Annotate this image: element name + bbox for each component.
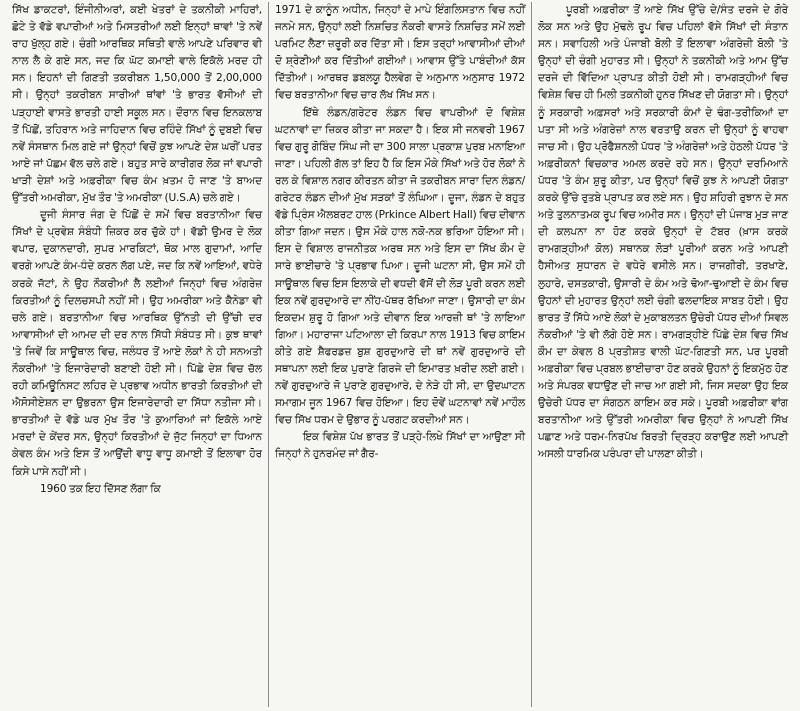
paragraph: ਇਕ ਵਿਸ਼ੇਸ਼ ਪੱਖ ਭਾਰਤ ਤੋਂ ਪੜ੍ਹੇ-ਲਿਖੇ ਸਿੱਖਾਂ ਦਾ ਆਉਣਾ ਸੀ ਜਿਨ੍ਹਾਂ ਨੇ ਹੁਨਰਮੰਦ ਜਾਂ ਗੈਰ- [275,431,525,461]
paragraph: 1960 ਤਕ ਇਹ ਦਿੱਸਣ ਲੱਗਾ ਕਿ [40,482,161,495]
text-column-1 [6,2,268,707]
paragraph: 1971 ਦੇ ਕਾਨੂੰਨ ਅਧੀਨ, ਜਿਨ੍ਹਾਂ ਦੇ ਮਾਪੇ ਇੰਗਲਿਸਤਾਨ ਵਿਚ ਨਹੀਂ ਜਨਮੇ ਸਨ, ਉਨ੍ਹਾਂ ਲਈ ਨਿਸ਼ਚਿਤ ਨੌਕਰੀ ਵਾਸਤੇ ਨਿਸ਼ਚਿਤ ਸਮੇਂ ਲਈ ਪਰਮਿਟ ਲੈਣਾ ਜ਼ਰੂਰੀ ਕਰ ਦਿੱਤਾ ਸੀ। ਇਸ ਤਰ੍ਹਾਂ ਆਵਾਸੀਆਂ ਦੀਆਂ ਦੋ ਸ਼੍ਰੇਣੀਆਂ ਕਰ ਦਿੱਤੀਆਂ ਗਈਆਂ। ਆਵਾਸ ਉੱਤੇ ਪਾਬੰਦੀਆਂ ਕੱਸ ਦਿੱਤੀਆਂ। ਆਰਥਰ ਡਬਲਯੂ ਹੈਲਵੇਗ ਦੇ ਅਨੁਮਾਨ ਅਨੁਸਾਰ 1972 ਵਿਚ ਬਰਤਾਨੀਆ ਵਿਚ ਚਾਰ ਲੱਖ ਸਿੱਖ ਸਨ। [275,4,525,102]
text-column-3 [531,2,794,707]
paragraph: ਇੱਥੇ ਲੰਡਨ/ਗਰੇਟਰ ਲੰਡਨ ਵਿਚ ਵਾਪਰੀਆਂ ਦੋ ਵਿਸ਼ੇਸ਼ ਘਟਨਾਵਾਂ ਦਾ ਜ਼ਿਕਰ ਕੀਤਾ ਜਾ ਸਕਦਾ ਹੈ। ਇਕ ਸੀ ਜਨਵਰੀ 1967 ਵਿਚ ਗੁਰੂ ਗੋਬਿੰਦ ਸਿੰਘ ਜੀ ਦਾ 300 ਸਾਲਾ ਪ੍ਰਕਾਸ਼ ਪੁਰਬ ਮਨਾਇਆ ਜਾਣਾ। ਪਹਿਲੀ ਗੱਲ ਤਾਂ ਇਹ ਹੈ ਕਿ ਇਸ ਮੌਕੇ ਸਿੱਖਾਂ ਅਤੇ ਹੋਰ ਲੋਕਾਂ ਨੇ ਰਲ ਕੇ ਵਿਸ਼ਾਲ ਨਗਰ ਕੀਰਤਨ ਕੀਤਾ ਜੋ ਤਕਰੀਬਨ ਸਾਰਾ ਦਿਨ ਲੰਡਨ/ਗਰੇਟਰ ਲੰਡਨ ਦੀਆਂ ਮੁੱਖ ਸੜਕਾਂ ਤੋਂ ਲੰਘਿਆ। ਦੂਜਾ, ਲੰਡਨ ਦੇ ਬਹੁਤ ਵੱਡੇ ਪ੍ਰਿੰਸ ਐਲਬਰਟ ਹਾਲ (Prkince Albert Hall) ਵਿਚ ਦੀਵਾਨ ਕੀਤਾ ਗਿਆ ਜਦਨ। ਉਸ ਮੌਕੇ ਹਾਲ ਨਕੋ-ਨਕ ਭਰਿਆ ਹੋਇਆ ਸੀ। ਇਸ ਦੇ ਵਿਸ਼ਾਲ ਰਾਜਨੀਤਕ ਅਰਥ ਸਨ ਅਤੇ ਇਸ ਦਾ ਸਿੱਖ ਕੌਮ ਦੇ ਸਾਰੇ ਭਾਈਚਾਰੇ 'ਤੇ ਪ੍ਰਭਾਵ ਪਿਆ। ਦੂਜੀ ਘਟਨਾ ਸੀ, ਉਸ ਸਮੇਂ ਹੀ ਸਾਊਥਾਲ ਵਿਚ ਇਸ ਇਲਾਕੇ ਦੀ ਵਧਦੀ ਵੱਸੋਂ ਦੀ ਲੋੜ ਪੂਰੀ ਕਰਨ ਲਈ ਇਕ ਨਵੇਂ ਗੁਰਦੁਆਰੇ ਦਾ ਨੀਂਹ-ਪੱਥਰ ਰੱਖਿਆ ਜਾਣਾ। ਉਸਾਰੀ ਦਾ ਕੰਮ ਇਕਦਮ ਸ਼ੁਰੂ ਹੋ ਗਿਆ ਅਤੇ ਦੀਵਾਨ ਇਕ ਆਰਜ਼ੀ ਥਾਂ 'ਤੇ ਲਾਇਆ ਗਿਆ। ਮਹਾਰਾਜਾ ਪਟਿਆਲਾ ਦੀ ਕਿਰਪਾ ਨਾਲ 1913 ਵਿਚ ਕਾਇਮ ਕੀਤੇ ਗਏ ਸ਼ੈਫਰਡਜ਼ ਬੁਸ਼ ਗੁਰਦੁਆਰੇ ਦੀ ਥਾਂ ਨਵੇਂ ਗੁਰਦੁਆਰੇ ਦੀ ਸਥਾਪਨਾ ਲਈ ਇਕ ਪੁਰਾਣੇ ਗਿਰਜੇ ਦੀ ਇਮਾਰਤ ਖ਼ਰੀਦ ਲਈ ਗਈ। ਨਵੇਂ ਗੁਰਦੁਆਰੇ ਜੋ ਪੁਰਾਣੇ ਗੁਰਦੁਆਰੇ, ਦੇ ਨੇੜੇ ਹੀ ਸੀ, ਦਾ ਉਦਘਾਟਨ ਸਮਾਗਮ ਜੂਨ 1967 ਵਿਚ ਹੋਇਆ। ਇਹ ਦੋਵੇਂ ਘਟਨਾਵਾਂ ਨਵੇਂ ਮਾਹੌਲ ਵਿਚ ਸਿੱਖ ਧਰਮ ਦੇ ਉਭਾਰ ਨੂੰ ਪਰਗਟ ਕਰਦੀਆਂ ਸਨ। [275,106,525,427]
paragraph: ਪੂਰਬੀ ਅਫ਼ਰੀਕਾ ਤੋਂ ਆਏ ਸਿੱਖ ਉੱਚੇ ਦੇ/ਸੰਤ ਦਰਜੇ ਦੇ ਗੋਰੇ ਲੋਕ ਸਨ ਅਤੇ ਉਹ ਮੁੱਢਲੇ ਰੂਪ ਵਿਚ ਪਹਿਲਾਂ ਵੱਸੇ ਸਿੱਖਾਂ ਦੀ ਸੰਤਾਨ ਸਨ। ਸਵਾਹਿਲੀ ਅਤੇ ਪੰਜਾਬੀ ਬੋਲੀ ਤੋਂ ਇਲਾਵਾ ਅੰਗਰੇਜ਼ੀ ਬੋਲੀ 'ਤੇ ਉਨ੍ਹਾਂ ਦੀ ਚੰਗੀ ਮੁਹਾਰਤ ਸੀ। ਉਨ੍ਹਾਂ ਨੇ ਤਕਨੀਕੀ ਅਤੇ ਆਮ ਉੱਚ ਦਰਜੇ ਦੀ ਵਿੱਦਿਆ ਪ੍ਰਾਪਤ ਕੀਤੀ ਹੋਈ ਸੀ। ਰਾਮਗੜ੍ਹੀਆਂ ਵਿਚ ਵਿਸ਼ੇਸ਼ ਵਿਚ ਹੀ ਮਿਲੀ ਤਕਨੀਕੀ ਹੁਨਰ ਸਿੱਖਣ ਦੀ ਯੋਗਤਾ ਸੀ। ਉਨ੍ਹਾਂ ਨੂੰ ਸਰਕਾਰੀ ਅਫ਼ਸਰਾਂ ਅਤੇ ਸਰਕਾਰੀ ਕੰਮਾਂ ਦੇ ਢੰਗ-ਤਰੀਕਿਆਂ ਦਾ ਪਤਾ ਸੀ ਅਤੇ ਅੰਗਰੇਜ਼ਾਂ ਨਾਲ ਵਰਤਾਉ ਕਰਨ ਦੀ ਉਨ੍ਹਾਂ ਨੂੰ ਵਾਹਵਾ ਜਾਚ ਸੀ। ਉਹ ਪ੍ਰੋਫੈਸ਼ਨਲੀ ਪੱਧਰ 'ਤੇ ਅੰਗਰੇਜ਼ਾਂ ਅਤੇ ਹੇਠਲੀ ਪੱਧਰ 'ਤੇ ਅਫ਼ਰੀਕਨਾਂ ਵਿਚਕਾਰ ਅਮਲ ਕਰਦੇ ਰਹੇ ਸਨ। ਉਨ੍ਹਾਂ ਦਰਮਿਆਨੇ ਪੱਧਰ 'ਤੇ ਕੰਮ ਸ਼ੁਰੂ ਕੀਤਾ, ਪਰ ਉਨ੍ਹਾਂ ਵਿਚੋਂ ਕੁਝ ਨੇ ਆਪਣੀ ਯੋਗਤਾ ਕਰਕੇ ਉੱਚੇ ਰੁਤਬੇ ਪ੍ਰਾਪਤ ਕਰ ਲਏ ਸਨ। ਉਹ ਸ਼ਹਿਰੀ ਰੁਝਾਨ ਦੇ ਸਨ ਅਤੇ ਤੁਲਨਾਤਮਕ ਰੂਪ ਵਿਚ ਅਮੀਰ ਸਨ। ਉਨ੍ਹਾਂ ਦੀ ਪੰਜਾਬ ਮੁੜ ਜਾਣ ਦੀ ਕਲਪਨਾ ਨਾ ਹੋਣ ਕਰਕੇ ਉਨ੍ਹਾਂ ਦੇ ਟੱਬਰ (ਖ਼ਾਸ ਕਰਕੇ ਰਾਮਗੜ੍ਹੀਆਂ ਕੋਲ) ਸਥਾਨਕ ਲੋੜਾਂ ਪੂਰੀਆਂ ਕਰਨ ਅਤੇ ਆਪਣੀ ਹੈਸੀਅਤ ਸੁਧਾਰਨ ਦੇ ਵਧੇਰੇ ਵਸੀਲੇ ਸਨ। ਰਾਜਗੀਰੀ, ਤਰਖਾਣੇ, ਲੁਹਾਰੇ, ਦਸਤਕਾਰੀ, ਉਸਾਰੀ ਦੇ ਕੰਮ ਅਤੇ ਢੋਆ-ਢੁਆਈ ਦੇ ਕੰਮ ਵਿਚ ਉਹਨਾਂ ਦੀ ਮੁਹਾਰਤ ਉਨ੍ਹਾਂ ਲਈ ਚੰਗੀ ਫਲਦਾਇਕ ਸਾਬਤ ਹੋਈ। ਉਹ ਭਾਰਤ ਤੋਂ ਸਿੱਧੇ ਆਏ ਲੋਕਾਂ ਦੇ ਮੁਕਾਬਲਤਨ ਉਚੇਰੀ ਪੱਧਰ ਦੀਆਂ ਸਿਵਲ ਨੌਕਰੀਆਂ 'ਤੇ ਵੀ ਲੱਗੇ ਹੋਏ ਸਨ। ਰਾਮਗੜ੍ਹੀਏ ਪਿੱਛੇ ਦੇਸ਼ ਵਿਚ ਸਿੱਖ ਕੌਮ ਦਾ ਕੇਵਲ 8 ਪ੍ਰਤੀਸ਼ਤ ਵਾਲੀ ਘੱਟ-ਗਿਣਤੀ ਸਨ, ਪਰ ਪੂਰਬੀ ਅਫ਼ਰੀਕਾ ਵਿਚ ਪ੍ਰਬਲ ਭਾਈਚਾਰਾ ਹੋਣ ਕਰਕੇ ਉਹਨਾਂ ਨੂੰ ਇਕਮੁੱਠ ਹੋਣ ਅਤੇ ਸੰਪਰਕ ਵਧਾਉਣ ਦੀ ਜਾਚ ਆ ਗਈ ਸੀ, ਜਿਸ ਸਦਕਾ ਉਹ ਇਕ ਉਚੇਰੀ ਪੱਧਰ ਦਾ ਸੰਗਠਨ ਕਾਇਮ ਕਰ ਸਕੇ। ਪੂਰਬੀ ਅਫ਼ਰੀਕਾ ਵਾਂਗ ਬਰਤਾਨੀਆ ਅਤੇ ਉੱਤਰੀ ਅਮਰੀਕਾ ਵਿਚ ਉਨ੍ਹਾਂ ਨੇ ਆਪਣੀ ਸਿੱਖ ਪਛਾਣ ਅਤੇ ਧਰਮ-ਨਿਰਪੱਖ ਬਿਰਤੀ ਦ੍ਰਿੜ੍ਹ ਕਰਾਉਣ ਲਈ ਆਪਣੀ ਅਸਲੀ ਧਾਰਮਿਕ ਪਰੰਪਰਾ ਦੀ ਪਾਲਣਾ ਕੀਤੀ। [538,4,788,461]
text-column-2 [268,2,531,707]
paragraph: ਸਿੱਖ ਡਾਕਟਰਾਂ, ਇੰਜੀਨੀਅਰਾਂ, ਕਈ ਖੇਤਰਾਂ ਦੇ ਤਕਨੀਕੀ ਮਾਹਿਰਾਂ, ਛੋਟੇ ਤੇ ਵੱਡੇ ਵਪਾਰੀਆਂ ਅਤੇ ਮਿਸਤਰੀਆਂ ਲਈ ਇਨ੍ਹਾਂ ਥਾਵਾਂ 'ਤੇ ਨਵੇਂ ਰਾਹ ਖੁੱਲ੍ਹ ਗਏ। ਚੰਗੀ ਆਰਥਿਕ ਸਥਿਤੀ ਵਾਲੇ ਆਪਣੇ ਪਰਿਵਾਰ ਵੀ ਨਾਲ ਲੈ ਕੇ ਗਏ ਸਨ, ਜਦ ਕਿ ਘੱਟ ਕਮਾਈ ਵਾਲੇ ਇਕੱਲੇ ਮਰਦ ਹੀ ਸਨ। ਇਹਨਾਂ ਦੀ ਗਿਣਤੀ ਤਕਰੀਬਨ 1,50,000 ਤੋਂ 2,00,000 ਸੀ। ਉਨ੍ਹਾਂ ਤਕਰੀਬਨ ਸਾਰੀਆਂ ਥਾਂਵਾਂ 'ਤੇ ਭਾਰਤ ਵੱਸੀਆਂ ਦੀ ਪੜ੍ਹਾਈ ਵਾਸਤੇ ਭਾਰਤੀ ਹਾਈ ਸਕੂਲ ਸਨ। ਦੌਰਾਨ ਵਿਚ ਇਨਕਲਾਬ ਤੋਂ ਪਿੱਛੋਂ, ਤਹਿਰਾਨ ਅਤੇ ਜਾਹਿਦਾਨ ਵਿਚ ਰਹਿੰਦੇ ਸਿੱਖਾਂ ਨੂੰ ਦੁਬਈ ਵਿਚ ਨਵੇਂ ਸੰਸਥਾਨ ਮਿਲ ਗਏ ਜਾਂ ਉਨ੍ਹਾਂ ਵਿਚੋਂ ਕੁਝ ਆਪਣੇ ਦੇਸ਼ ਘਰੀਂ ਪਰਤ ਆਏ ਜਾਂ ਪੱਛਮ ਵੱਲ ਚਲੇ ਗਏ। ਬਹੁਤ ਸਾਰੇ ਕਾਰੀਗਰ ਲੋਕ ਜਾਂ ਵਪਾਰੀ ਖਾੜੀ ਦੇਸ਼ਾਂ ਅਤੇ ਅਫ਼ਰੀਕਾ ਵਿਚ ਕੰਮ ਖ਼ਤਮ ਹੋ ਜਾਣ 'ਤੇ ਬਾਅਦ ਉੱਤਰੀ ਅਮਰੀਕਾ, ਮੁੱਖ ਤੌਰ 'ਤੇ ਅਮਰੀਕਾ (U.S.A) ਚਲੇ ਗਏ। [12,4,262,205]
paragraph: ਦੂਜੀ ਸੰਸਾਰ ਜੰਗ ਦੇ ਪਿੱਛੋਂ ਦੇ ਸਮੇਂ ਵਿਚ ਬਰਤਾਨੀਆ ਵਿਚ ਸਿੱਖਾਂ ਦੇ ਪ੍ਰਵੇਸ਼ ਸੰਬੰਧੀ ਜ਼ਿਕਰ ਕਰ ਚੁੱਕੇ ਹਾਂ। ਵੱਡੀ ਉਮਰ ਦੇ ਲੋਕ ਵਪਾਰ, ਦੁਕਾਨਦਾਰੀ, ਸੁਪਰ ਮਾਰਕਿਟਾਂ, ਥੋਕ ਮਾਲ ਗੁਦਾਮਾਂ, ਆਦਿ ਵਰਗੇ ਆਪਣੇ ਕੰਮ-ਧੰਦੇ ਕਰਨ ਲੱਗ ਪਏ, ਜਦ ਕਿ ਨਵੇਂ ਆਇਆਂ, ਵਧੇਰੇ ਕਰਕੇ ਜੱਟਾਂ, ਨੇ ਉਹ ਨੌਕਰੀਆਂ ਲੈ ਲਈਆਂ ਜਿਨ੍ਹਾਂ ਵਿਚ ਅੰਗਰੇਜ਼ ਕਿਰਤੀਆਂ ਨੂੰ ਦਿਲਚਸਪੀ ਨਹੀਂ ਸੀ। ਉਹ ਅਮਰੀਕਾ ਅਤੇ ਕੈਨੇਡਾ ਵੀ ਚਲੇ ਗਏ। ਬਰਤਾਨੀਆ ਵਿਚ ਆਰਥਿਕ ਉੱਨਤੀ ਦੀ ਉੱਚੀ ਦਰ ਆਵਾਸੀਆਂ ਦੀ ਆਮਦ ਦੀ ਦਰ ਨਾਲ ਸਿੱਧੀ ਸੰਬੰਧਤ ਸੀ। ਕੁਝ ਥਾਵਾਂ 'ਤੇ ਜਿਵੇਂ ਕਿ ਸਾਊਥਾਲ ਵਿਚ, ਜਲੰਧਰ ਤੋਂ ਆਏ ਲੋਕਾਂ ਨੇ ਹੀ ਸਨਅਤੀ ਨੌਕਰੀਆਂ 'ਤੇ ਇਜਾਰੇਦਾਰੀ ਬਣਾਈ ਹੋਈ ਸੀ। ਪਿੱਛੇ ਦੇਸ਼ ਵਿਚ ਚੱਲ ਰਹੀ ਕਮਿਊਨਿਸਟ ਲਹਿਰ ਦੇ ਪ੍ਰਭਾਵ ਅਧੀਨ ਭਾਰਤੀ ਕਿਰਤੀਆਂ ਦੀ ਐਸੋਸੀਏਸ਼ਨ ਦਾ ਉਭਰਨਾ ਉਸ ਇਜਾਰੇਦਾਰੀ ਦਾ ਸਿੱਧਾ ਨਤੀਜਾ ਸੀ। ਭਾਰਤੀਆਂ ਦੇ ਵੱਡੇ ਘਰ ਮੁੱਖ ਤੌਰ 'ਤੇ ਕੁਆਰਿਆਂ ਜਾਂ ਇਕੱਲੇ ਆਏ ਮਰਦਾਂ ਦੇ ਕੇਂਦਰ ਸਨ, ਉਨ੍ਹਾਂ ਕਿਰਤੀਆਂ ਦੇ ਜੁੱਟ ਜਿਨ੍ਹਾਂ ਦਾ ਧਿਆਨ ਕੇਵਲ ਕੰਮ ਅਤੇ ਇਸ ਤੋਂ ਆਉਂਦੀ ਵਾਧੂ ਵਾਧੂ ਕਮਾਈ ਤੋਂ ਇਲਾਵਾ ਹੋਰ ਕਿਸੇ ਪਾਸੇ ਨਹੀਂ ਸੀ। [12,209,262,478]
